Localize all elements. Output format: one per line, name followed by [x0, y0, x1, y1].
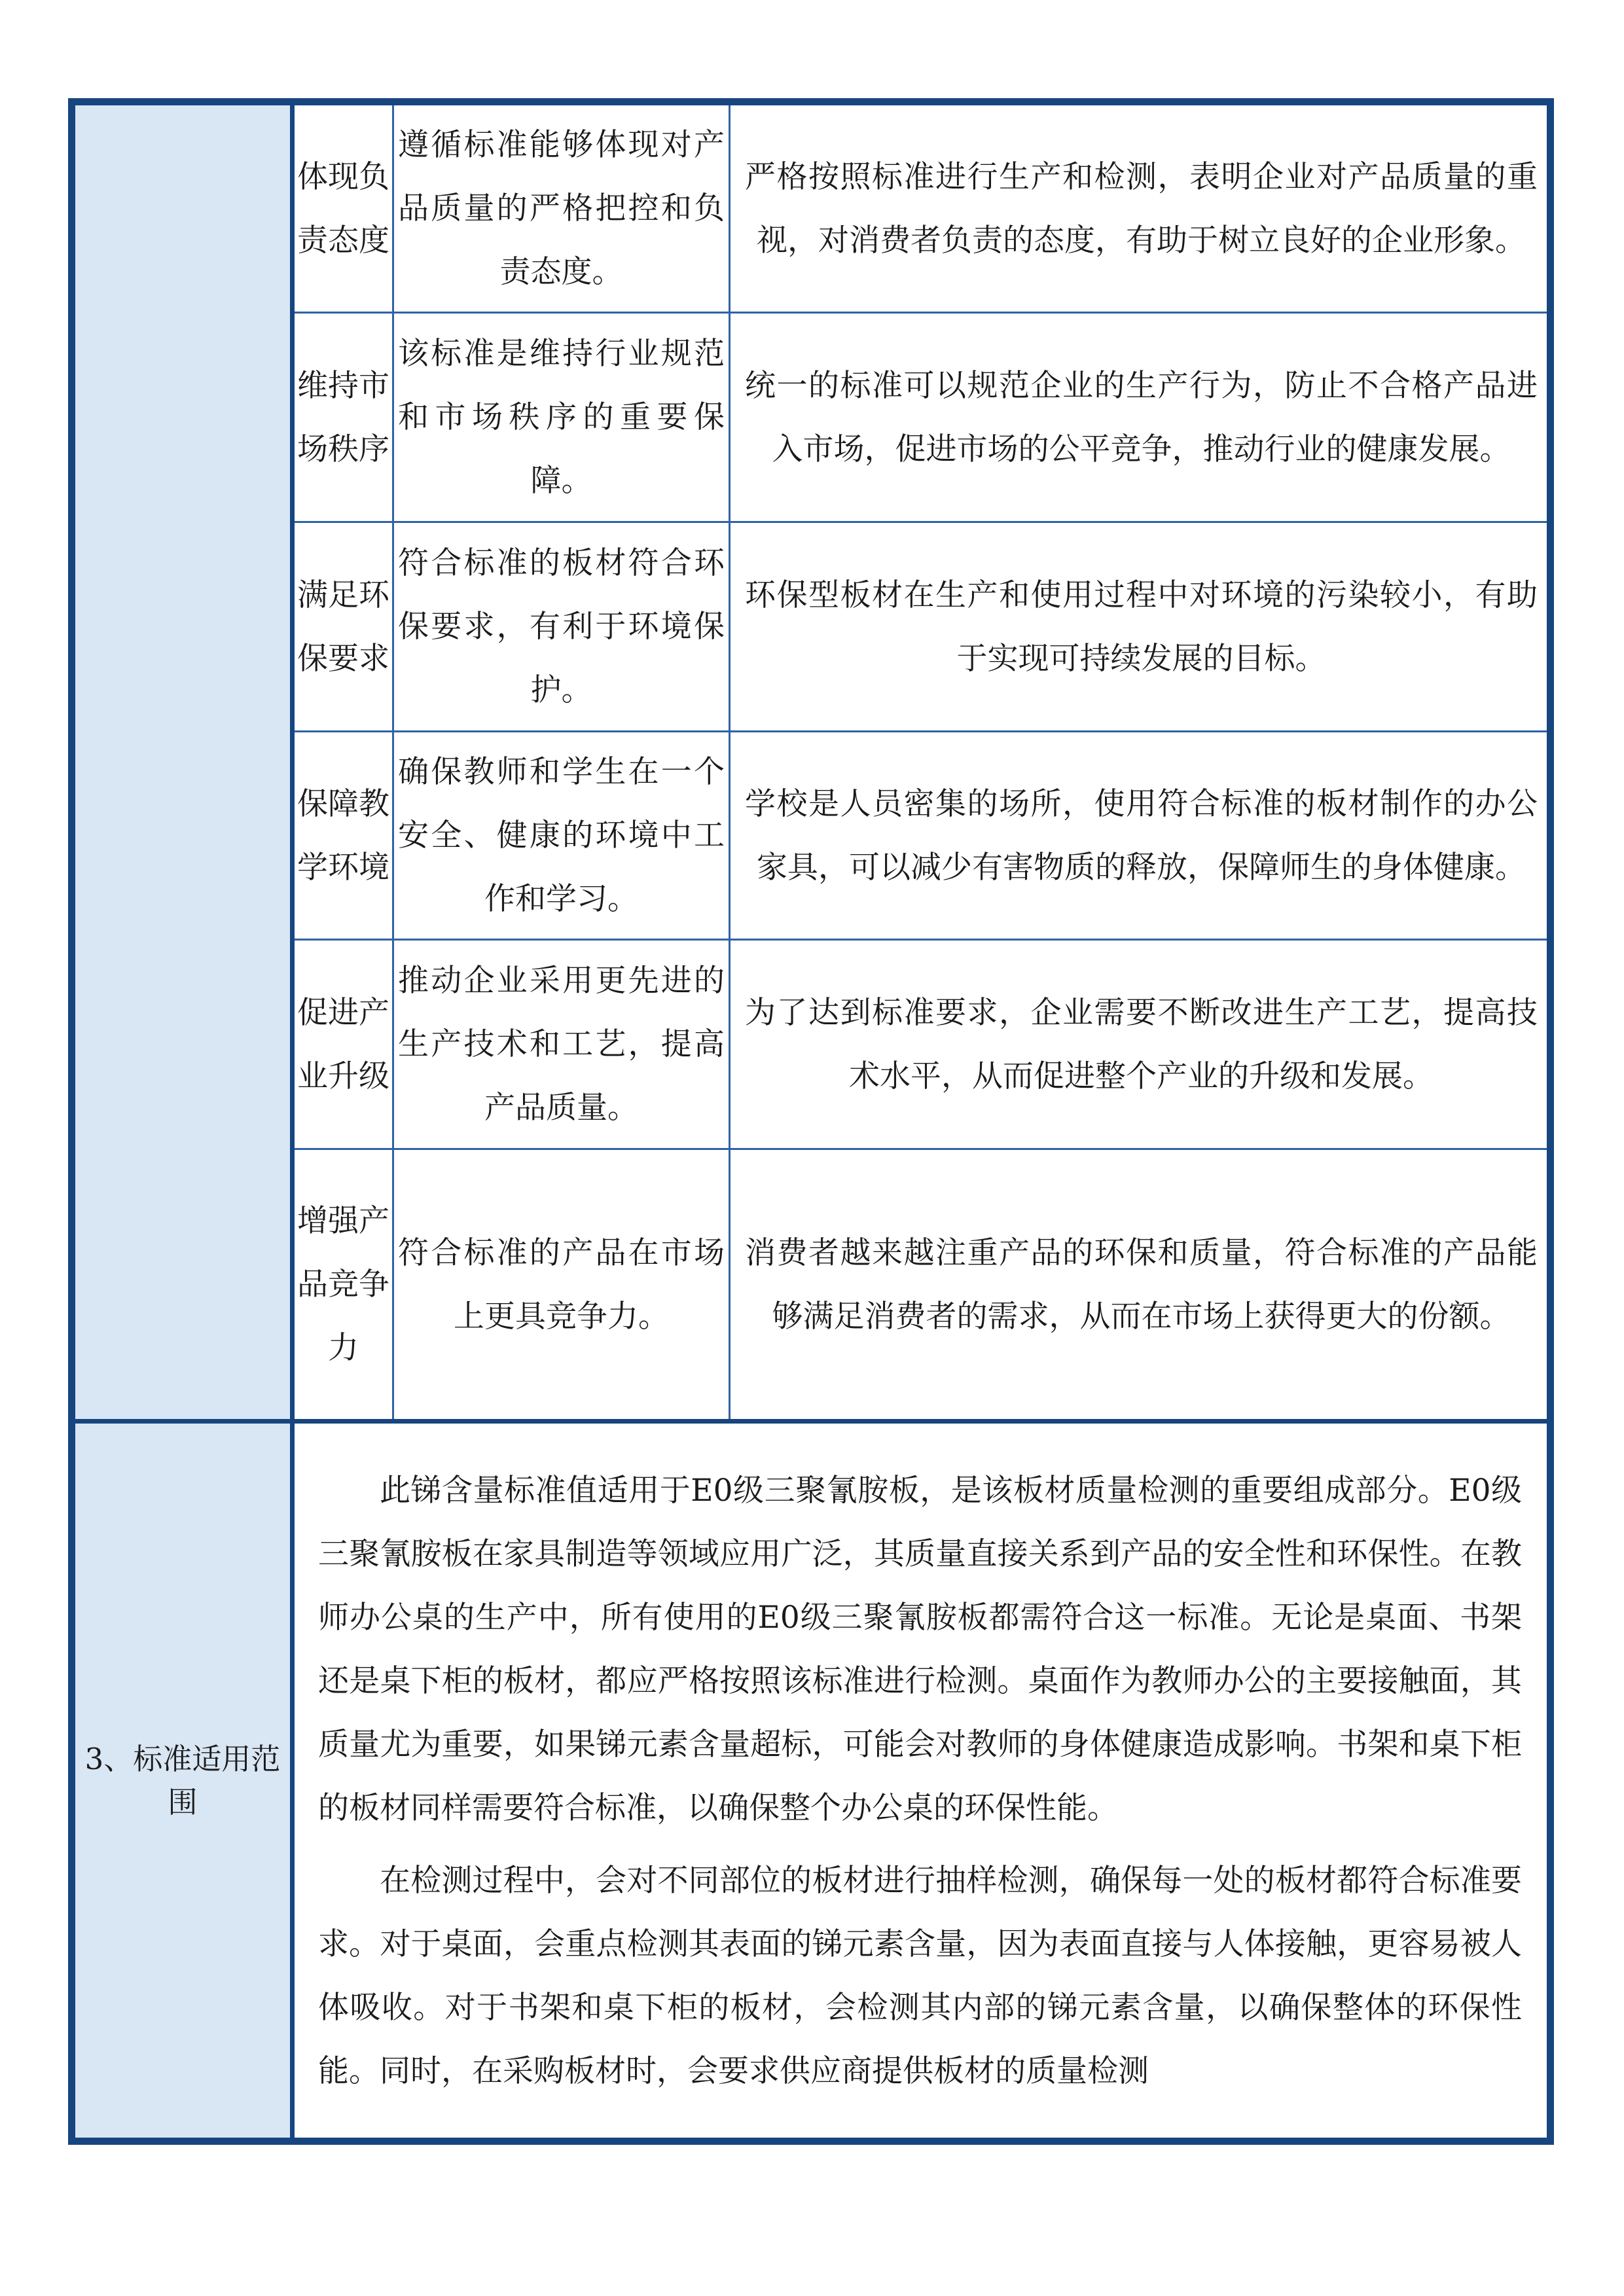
- reason-cell: 统一的标准可以规范企业的生产行为，防止不合格产品进入市场，促进市场的公平竞争，推动行业的健康发展。: [730, 313, 1551, 522]
- scope-paragraph: 在检测过程中，会对不同部位的板材进行抽样检测，确保每一处的板材都符合标准要求。对于桌面，会重点检测其表面的锑元素含量，因为表面直接与人体接触，更容易被人体吸收。对于书架和桌下柜的板材，会检测其内部的锑元素含量，以确保整体的环保性能。同时，在采购板材时，会要求供应商提供板材的质量检测: [318, 1862, 1522, 2089]
- aspect-cell: 保障教学环境: [293, 732, 393, 940]
- aspect-cell: 增强产品竞争力: [293, 1149, 393, 1422]
- scope-paragraph: 此锑含量标准值适用于E0级三聚氰胺板，是该板材质量检测的重要组成部分。E0级三聚氰胺板在家具制造等领域应用广泛，其质量直接关系到产品的安全性和环保性。在教师办公桌的生产中，所有使用的E0级三聚氰胺板都需符合这一标准。无论是桌面、书架还是桌下柜的板材，都应严格按照该标准进行检测。桌面作为教师办公的主要接触面，其质量尤为重要，如果锑元素含量超标，可能会对教师的身体健康造成影响。书架和桌下柜的板材同样需要符合标准，以确保整个办公桌的环保性能。: [318, 1472, 1522, 1826]
- table-row: [72, 1149, 1551, 1422]
- scope-text-cell: [293, 1422, 1551, 2142]
- table-row: [72, 522, 1551, 732]
- reason-cell: 为了达到标准要求，企业需要不断改进生产工艺，提高技术水平，从而促进整个产业的升级和发展。: [730, 940, 1551, 1149]
- description-cell: 遵循标准能够体现对产品质量的严格把控和负责态度。: [393, 102, 730, 313]
- description-cell: 推动企业采用更先进的生产技术和工艺，提高产品质量。: [393, 940, 730, 1149]
- reason-cell: 环保型板材在生产和使用过程中对环境的污染较小，有助于实现可持续发展的目标。: [730, 522, 1551, 732]
- description-cell: 该标准是维持行业规范和市场秩序的重要保障。: [393, 313, 730, 522]
- reason-cell: 学校是人员密集的场所，使用符合标准的板材制作的办公家具，可以减少有害物质的释放，保障师生的身体健康。: [730, 732, 1551, 940]
- scope-label: 3、标准适用范围: [72, 1422, 293, 2142]
- scope-row: [72, 1422, 1551, 2142]
- reason-cell: 严格按照标准进行生产和检测，表明企业对产品质量的重视，对消费者负责的态度，有助于树立良好的企业形象。: [730, 102, 1551, 313]
- aspect-cell: 促进产业升级: [293, 940, 393, 1149]
- description-cell: 确保教师和学生在一个安全、健康的环境中工作和学习。: [393, 732, 730, 940]
- aspect-cell: 体现负责态度: [293, 102, 393, 313]
- reason-cell: 消费者越来越注重产品的环保和质量，符合标准的产品能够满足消费者的需求，从而在市场上获得更大的份额。: [730, 1149, 1551, 1422]
- table-row: [72, 313, 1551, 522]
- table-row: [72, 732, 1551, 940]
- aspect-cell: 满足环保要求: [293, 522, 393, 732]
- aspect-cell: 维持市场秩序: [293, 313, 393, 522]
- description-cell: 符合标准的板材符合环保要求，有利于环境保护。: [393, 522, 730, 732]
- section-label-cell: [72, 102, 293, 1422]
- table-row: [72, 940, 1551, 1149]
- table-row: [72, 102, 1551, 313]
- description-cell: 符合标准的产品在市场上更具竞争力。: [393, 1149, 730, 1422]
- standards-table: [68, 98, 1554, 2145]
